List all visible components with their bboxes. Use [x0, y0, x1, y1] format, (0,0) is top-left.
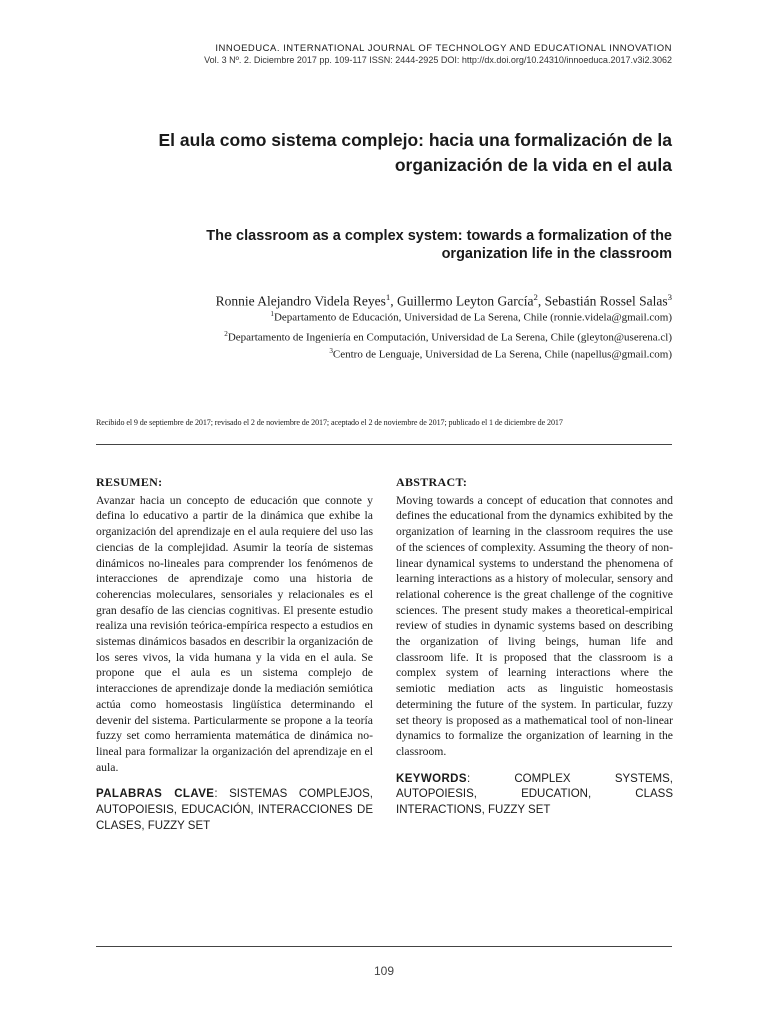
- affiliation-mark: 3: [329, 347, 333, 355]
- divider-top: [96, 444, 672, 445]
- author-affiliation-mark: 2: [533, 292, 538, 302]
- resumen-keywords: [96, 787, 373, 834]
- affiliation-mark: 1: [270, 310, 274, 318]
- article-subtitle-line-2: organization life in the classroom: [441, 246, 672, 262]
- submission-dates: Recibido el 9 de septiembre de 2017; revisado el 2 de noviembre de 2017; aceptado el 2 de noviembre de 2017; publicado el 1 de diciembre de 2017: [96, 418, 563, 427]
- affiliation-text: Centro de Lenguaje, Universidad de La Serena, Chile (napellus@gmail.com): [332, 348, 672, 361]
- affiliation-text: Departamento de Educación, Universidad de La Serena, Chile (ronnie.videla@gmail.com): [273, 311, 672, 324]
- abstract-heading: ABSTRACT:: [396, 475, 468, 489]
- author-affiliation-mark: 3: [667, 292, 672, 302]
- resumen-keywords-text: : SISTEMAS COMPLEJOS, AUTOPOIESIS, EDUCACIÓN, INTERACCIONES DE CLASES, FUZZY SET: [96, 788, 373, 832]
- divider-bottom: [96, 946, 672, 947]
- affiliation-text: Departamento de Ingeniería en Computación, Universidad de La Serena, Chile (gleyton@userena.cl): [227, 331, 672, 344]
- article-title-line-1: El aula como sistema complejo: hacia una formalización de la: [158, 130, 672, 150]
- author-affiliation-mark: 1: [385, 292, 391, 302]
- author-separator: ,: [537, 293, 545, 309]
- author-name: Ronnie Alejandro Videla Reyes: [215, 293, 386, 309]
- abstract-body: Moving towards a concept of education that connotes and defines the educational from the dynamics exhibited by the organization of learning in the classroom requires the use of the sciences of complexity. Assuming the theory of non-linear dynamical systems to understand the phenomena of learning interactions as a history of molecular, sensory and relational coherence is the great challenge of the cognitive sciences. The present study makes a theoretical-empirical review of studies in dynamic systems based on describing the organization of living beings, human life and classroom life. It is proposed that the classroom is a complex system of learning interactions where the semiotic mediation acts as linguistic homeostasis determining the future of the system. In particular, fuzzy set theory is proposed as a mathematical tool of non-linear dynamics to formalize the organization of learning in the classroom.: [396, 493, 673, 758]
- affiliation-mark: 2: [224, 330, 228, 338]
- journal-name: INNOEDUCA. INTERNATIONAL JOURNAL OF TECHNOLOGY AND EDUCATIONAL INNOVATION: [215, 43, 672, 54]
- affiliation: [270, 310, 672, 324]
- abstract-keywords-text: : COMPLEX SYSTEMS, AUTOPOIESIS, EDUCATION, CLASS INTERACTIONS, FUZZY SET: [396, 772, 673, 817]
- author-separator: ,: [390, 293, 398, 309]
- author-name: Sebastián Rossel Salas: [544, 293, 668, 309]
- article-title-line-2: organización de la vida en el aula: [394, 155, 672, 175]
- article-title: [72, 128, 672, 178]
- abstract-keywords-label: KEYWORDS: [396, 772, 467, 785]
- article-subtitle: [72, 227, 672, 263]
- resumen-section: [96, 475, 373, 834]
- abstract-keywords: [396, 772, 673, 819]
- resumen-body: Avanzar hacia un concepto de educación que connote y defina lo educativo a partir de la dinámica que exhibe la organización del aprendizaje en el aula requiere del uso las ciencias de la complejidad. Asumir la teoría de sistemas dinámicos no-lineales para comprender los fenómenos de interacciones de aprendizaje como una historia de coherencias moleculares, sensoriales y relacionales es el gran desafío de las ciencias cognitivas. El presente estudio realiza una revisión teórica-empírica respecto a estudios en sistemas dinámicos basados en describir la organización de los seres vivos, la vida humana y la vida en el aula. Se propone que el aula es un sistema complejo de interacciones de aprendizaje donde la mediación semiótica actúa como homeostasis lingüística determinando el devenir del sistema. Particularmente se propone a la teoría fuzzy set como herramienta matemática de dinámica no-lineal para formalizar la organización del aprendizaje en el aula.: [96, 493, 373, 774]
- resumen-heading: RESUMEN:: [96, 475, 163, 489]
- page-number: 109: [373, 964, 395, 978]
- affiliation: [329, 347, 672, 361]
- author-list: [216, 292, 672, 310]
- volume-info: Vol. 3 Nº. 2. Diciembre 2017 pp. 109-117 ISSN: 2444-2925 DOI: http://dx.doi.org/10.24310/innoeduca.2017.v3i2.3062: [204, 55, 672, 65]
- resumen-keywords-label: PALABRAS CLAVE: [96, 788, 215, 801]
- author-name: Guillermo Leyton García: [397, 293, 534, 309]
- abstract-section: [396, 475, 673, 819]
- affiliation: [224, 330, 672, 344]
- article-subtitle-line-1: The classroom as a complex system: towards a formalization of the: [206, 228, 672, 244]
